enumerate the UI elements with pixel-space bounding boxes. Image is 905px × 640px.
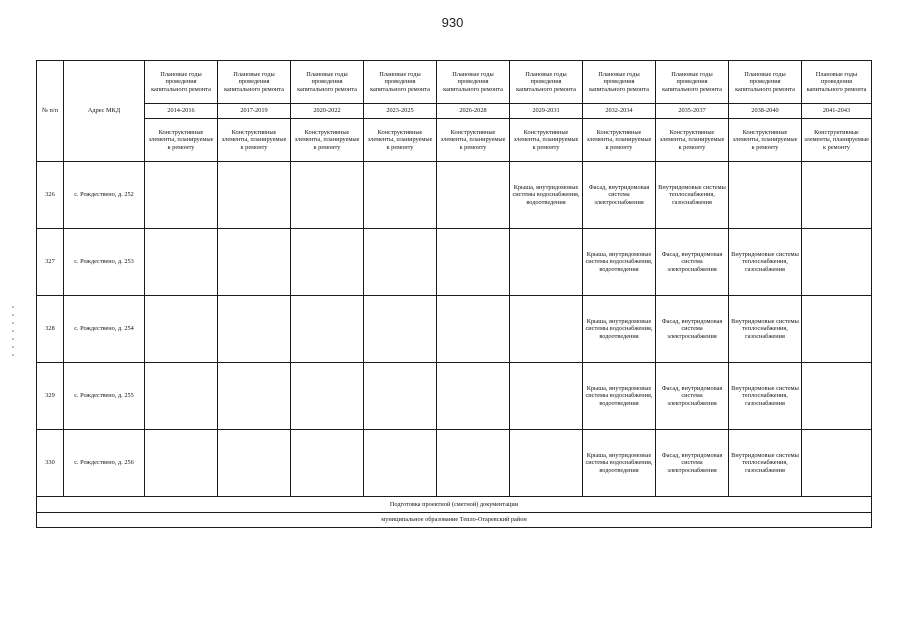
period-title: Плановые годы проведения капитального ремонта	[510, 61, 583, 104]
row-address: с. Рождествено, д. 252	[64, 162, 145, 229]
repair-cell: Внутридомовые системы теплоснабжения, газоснабжения	[729, 430, 802, 497]
period-title: Плановые годы проведения капитального ремонта	[145, 61, 218, 104]
repair-cell	[364, 162, 437, 229]
header-row-elements	[37, 119, 872, 162]
repair-cell: Фасад, внутридомовая система электроснабжения	[656, 363, 729, 430]
period-title: Плановые годы проведения капитального ремонта	[583, 61, 656, 104]
repair-cell	[291, 229, 364, 296]
period-years: 2023-2025	[364, 104, 437, 119]
header-row-periods	[37, 61, 872, 104]
elements-label: Конструктивные элементы, планируемые к ремонту	[802, 119, 872, 162]
elements-label: Конструктивные элементы, планируемые к ремонту	[510, 119, 583, 162]
table-row	[37, 229, 872, 296]
repair-cell	[437, 363, 510, 430]
repair-cell	[291, 296, 364, 363]
period-title: Плановые годы проведения капитального ремонта	[437, 61, 510, 104]
repair-cell: Крыша, внутридомовые системы водоснабжения, водоотведения	[583, 296, 656, 363]
repair-cell	[218, 363, 291, 430]
period-title: Плановые годы проведения капитального ремонта	[291, 61, 364, 104]
elements-label: Конструктивные элементы, планируемые к ремонту	[145, 119, 218, 162]
repair-cell	[802, 296, 872, 363]
table-row	[37, 296, 872, 363]
row-number: 326	[37, 162, 64, 229]
repair-cell	[364, 296, 437, 363]
repair-cell	[802, 363, 872, 430]
period-title: Плановые годы проведения капитального ремонта	[656, 61, 729, 104]
repair-cell	[510, 296, 583, 363]
period-years: 2020-2022	[291, 104, 364, 119]
repair-cell	[510, 363, 583, 430]
repair-cell: Крыша, внутридомовые системы водоснабжения, водоотведения	[583, 363, 656, 430]
repair-cell: Фасад, внутридомовая система электроснабжения	[656, 229, 729, 296]
period-years: 2026-2028	[437, 104, 510, 119]
repair-cell	[729, 162, 802, 229]
section-heading: Подготовка проектной (сметной) документации	[37, 497, 872, 513]
row-number: 327	[37, 229, 64, 296]
row-address: с. Рождествено, д. 256	[64, 430, 145, 497]
repair-cell: Внутридомовые системы теплоснабжения, газоснабжения	[729, 296, 802, 363]
column-header-number: № п/п	[37, 61, 64, 162]
repair-cell	[364, 430, 437, 497]
municipality-heading: муниципальное образование Тепло-Огаревский район	[37, 513, 872, 528]
repair-cell	[218, 229, 291, 296]
row-number: 330	[37, 430, 64, 497]
elements-label: Конструктивные элементы, планируемые к ремонту	[583, 119, 656, 162]
period-title: Плановые годы проведения капитального ремонта	[729, 61, 802, 104]
period-years: 2014-2016	[145, 104, 218, 119]
elements-label: Конструктивные элементы, планируемые к ремонту	[291, 119, 364, 162]
repair-cell	[437, 229, 510, 296]
repair-cell: Внутридомовые системы теплоснабжения, газоснабжения	[656, 162, 729, 229]
repair-cell	[145, 430, 218, 497]
repair-cell	[291, 162, 364, 229]
repair-cell	[291, 430, 364, 497]
repair-cell: Внутридомовые системы теплоснабжения, газоснабжения	[729, 229, 802, 296]
repair-cell	[364, 229, 437, 296]
elements-label: Конструктивные элементы, планируемые к ремонту	[656, 119, 729, 162]
repair-cell	[145, 363, 218, 430]
repair-cell	[802, 229, 872, 296]
repair-cell	[364, 363, 437, 430]
column-header-address: Адрес МКД	[64, 61, 145, 162]
period-years: 2032-2034	[583, 104, 656, 119]
section-row-project-docs	[37, 497, 872, 513]
table-row	[37, 162, 872, 229]
period-title: Плановые годы проведения капитального ремонта	[802, 61, 872, 104]
period-years: 2041-2043	[802, 104, 872, 119]
section-row-municipality	[37, 513, 872, 528]
elements-label: Конструктивные элементы, планируемые к ремонту	[729, 119, 802, 162]
repair-cell	[218, 162, 291, 229]
repair-cell	[802, 162, 872, 229]
period-title: Плановые годы проведения капитального ремонта	[364, 61, 437, 104]
repair-cell	[510, 229, 583, 296]
capital-repair-plan-table	[36, 60, 872, 528]
repair-cell: Крыша, внутридомовые системы водоснабжения, водоотведения	[583, 229, 656, 296]
row-address: с. Рождествено, д. 254	[64, 296, 145, 363]
repair-cell: Крыша, внутридомовые системы водоснабжения, водоотведения	[510, 162, 583, 229]
elements-label: Конструктивные элементы, планируемые к ремонту	[364, 119, 437, 162]
repair-cell: Фасад, внутридомовая система электроснабжения	[583, 162, 656, 229]
elements-label: Конструктивные элементы, планируемые к ремонту	[437, 119, 510, 162]
header-row-years	[37, 104, 872, 119]
repair-cell	[510, 430, 583, 497]
repair-cell	[145, 296, 218, 363]
repair-cell	[291, 363, 364, 430]
row-address: с. Рождествено, д. 253	[64, 229, 145, 296]
table-row	[37, 363, 872, 430]
repair-cell	[437, 430, 510, 497]
period-years: 2038-2040	[729, 104, 802, 119]
repair-cell	[218, 430, 291, 497]
repair-cell: Фасад, внутридомовая система электроснабжения	[656, 430, 729, 497]
repair-cell: Фасад, внутридомовая система электроснабжения	[656, 296, 729, 363]
repair-cell	[437, 162, 510, 229]
row-address: с. Рождествено, д. 255	[64, 363, 145, 430]
elements-label: Конструктивные элементы, планируемые к ремонту	[218, 119, 291, 162]
period-years: 2029-2031	[510, 104, 583, 119]
repair-cell	[802, 430, 872, 497]
scan-artifact-marks	[12, 300, 16, 470]
repair-cell: Крыша, внутридомовые системы водоснабжения, водоотведения	[583, 430, 656, 497]
repair-cell	[145, 162, 218, 229]
table-row	[37, 430, 872, 497]
repair-cell	[437, 296, 510, 363]
repair-cell	[218, 296, 291, 363]
repair-cell	[145, 229, 218, 296]
row-number: 328	[37, 296, 64, 363]
repair-cell: Внутридомовые системы теплоснабжения, газоснабжения	[729, 363, 802, 430]
page-number: 930	[441, 15, 464, 30]
period-years: 2035-2037	[656, 104, 729, 119]
row-number: 329	[37, 363, 64, 430]
period-years: 2017-2019	[218, 104, 291, 119]
period-title: Плановые годы проведения капитального ремонта	[218, 61, 291, 104]
